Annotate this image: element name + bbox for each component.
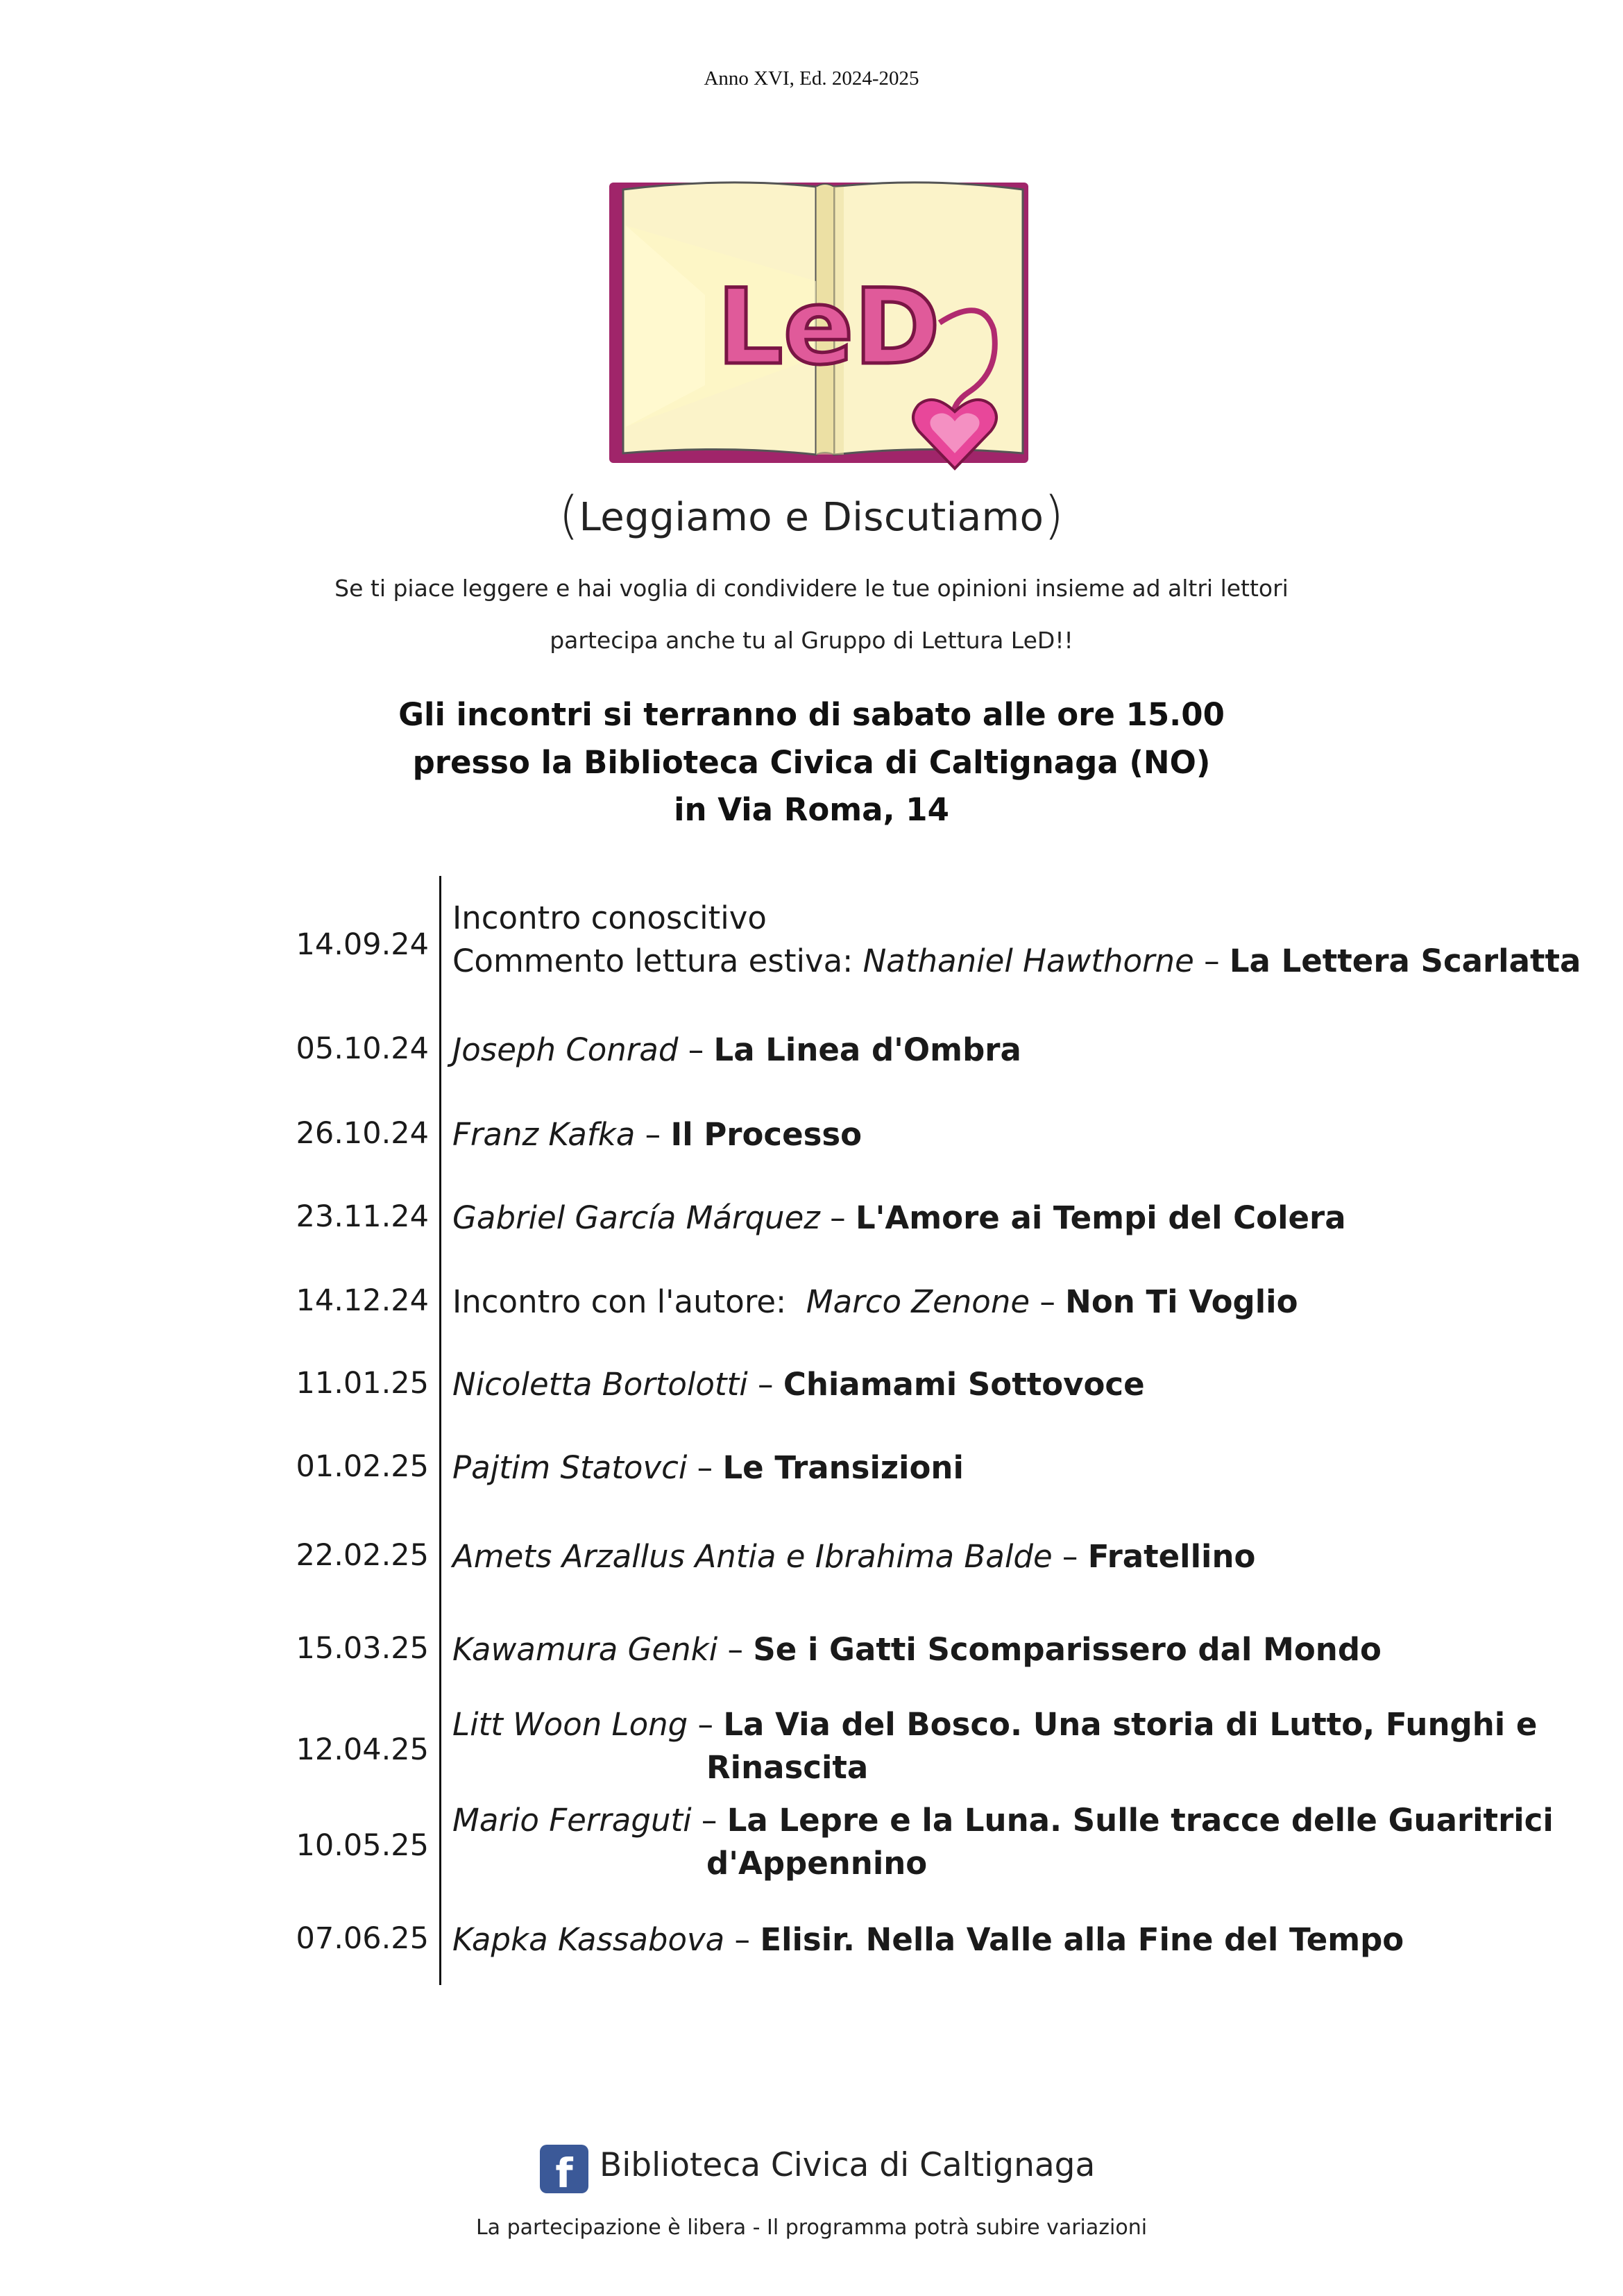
- schedule-date: 14.12.24: [296, 1283, 429, 1318]
- schedule-entry: [452, 1283, 1298, 1320]
- schedule-title-continued: Rinascita: [706, 1749, 869, 1786]
- facebook-page-link[interactable]: Biblioteca Civica di Caltignaga: [600, 2146, 1096, 2184]
- schedule-separator: –: [1030, 1283, 1066, 1320]
- schedule-title: La Lettera Scarlatta: [1229, 943, 1581, 979]
- edition-line: Anno XVI, Ed. 2024-2025: [704, 67, 919, 90]
- schedule-author: Nathaniel Hawthorne: [863, 943, 1194, 979]
- schedule-title: La Via del Bosco. Una storia di Lutto, Funghi e: [723, 1706, 1538, 1743]
- schedule-title: La Lepre e la Luna. Sulle tracce delle Guaritrici: [726, 1802, 1554, 1839]
- facebook-icon[interactable]: [540, 2145, 588, 2197]
- schedule-entry: [452, 1802, 1554, 1839]
- schedule-author: Nicoletta Bortolotti: [452, 1366, 748, 1403]
- schedule-title: Chiamami Sottovoce: [783, 1366, 1145, 1403]
- schedule-date: 22.02.25: [296, 1538, 429, 1573]
- schedule-author: Gabriel García Márquez: [452, 1199, 820, 1236]
- schedule-separator: –: [678, 1031, 714, 1068]
- schedule-date: 05.10.24: [296, 1031, 429, 1066]
- schedule-entry: [452, 1631, 1382, 1668]
- schedule-date: 14.09.24: [296, 927, 429, 962]
- schedule-separator: –: [724, 1921, 760, 1958]
- schedule-prefix: Incontro con l'autore:: [452, 1283, 806, 1320]
- schedule-entry: [452, 1449, 964, 1486]
- schedule-date: 15.03.25: [296, 1631, 429, 1666]
- schedule-author: Franz Kafka: [452, 1116, 636, 1153]
- schedule-date: 23.11.24: [296, 1199, 429, 1234]
- schedule-separator: –: [747, 1366, 783, 1403]
- schedule-author: Kapka Kassabova: [452, 1921, 725, 1958]
- schedule-author: Pajtim Statovci: [452, 1449, 688, 1486]
- schedule-date: 26.10.24: [296, 1116, 429, 1151]
- schedule-author: Marco Zenone: [806, 1283, 1030, 1320]
- schedule-title: L'Amore ai Tempi del Colera: [855, 1199, 1346, 1236]
- schedule-separator: –: [717, 1631, 754, 1668]
- intro-line-1: Se ti piace leggere e hai voglia di condividere le tue opinioni insieme ad altri lettori: [334, 575, 1289, 602]
- schedule-entry: [452, 1199, 1346, 1236]
- meeting-line-3: in Via Roma, 14: [674, 791, 949, 828]
- schedule-entry: [452, 1031, 1021, 1068]
- schedule-title-continued: d'Appennino: [706, 1845, 928, 1882]
- schedule-date: 12.04.25: [296, 1732, 429, 1767]
- schedule-date: 07.06.25: [296, 1921, 429, 1956]
- schedule-title: Se i Gatti Scomparissero dal Mondo: [753, 1631, 1382, 1668]
- logo-letters: LeD: [717, 267, 940, 388]
- schedule-title: La Linea d'Ombra: [713, 1031, 1021, 1068]
- schedule-prefix: Commento lettura estiva:: [452, 943, 863, 979]
- facebook-glyph: f: [555, 2150, 573, 2197]
- schedule-separator: –: [635, 1116, 671, 1153]
- schedule-entry: [452, 1116, 862, 1153]
- subtitle-close-paren: ): [1044, 486, 1064, 546]
- schedule-author: Kawamura Genki: [452, 1631, 718, 1668]
- schedule-separator: –: [819, 1199, 856, 1236]
- subtitle-text: Leggiamo e Discutiamo: [579, 495, 1044, 540]
- schedule-separator: –: [1193, 943, 1230, 979]
- schedule-divider: [439, 876, 441, 1985]
- meeting-line-1: Gli incontri si terranno di sabato alle ore 15.00: [398, 696, 1225, 733]
- schedule-date: 10.05.25: [296, 1828, 429, 1863]
- footer-note: La partecipazione è libera - Il programma potrà subire variazioni: [475, 2215, 1148, 2240]
- schedule-note: Incontro conoscitivo: [452, 900, 767, 936]
- schedule-entry: [452, 1366, 1145, 1403]
- schedule-title: Elisir. Nella Valle alla Fine del Tempo: [760, 1921, 1404, 1958]
- schedule-title: Le Transizioni: [722, 1449, 964, 1486]
- subtitle: [0, 486, 1623, 546]
- schedule-separator: –: [1052, 1538, 1088, 1575]
- schedule-separator: –: [688, 1706, 724, 1743]
- schedule-title: Il Processo: [670, 1116, 863, 1153]
- schedule-entry: [452, 1706, 1537, 1743]
- schedule-title: Non Ti Voglio: [1065, 1283, 1298, 1320]
- schedule-author: Amets Arzallus Antia e Ibrahima Balde: [452, 1538, 1053, 1575]
- book-heart-logo: [608, 177, 1042, 474]
- schedule-author: Joseph Conrad: [452, 1031, 679, 1068]
- schedule-title: Fratellino: [1087, 1538, 1256, 1575]
- subtitle-open-paren: (: [559, 486, 579, 546]
- schedule-entry: [452, 1538, 1255, 1575]
- schedule-author: Litt Woon Long: [452, 1706, 688, 1743]
- schedule-author: Mario Ferraguti: [452, 1802, 692, 1839]
- schedule-date: 01.02.25: [296, 1449, 429, 1484]
- meeting-line-2: presso la Biblioteca Civica di Caltignaga (NO): [412, 744, 1211, 781]
- schedule-date: 11.01.25: [296, 1366, 429, 1401]
- intro-line-2: partecipa anche tu al Gruppo di Lettura LeD!!: [550, 627, 1073, 654]
- schedule-entry: [452, 943, 1581, 979]
- schedule-entry: [452, 1921, 1404, 1958]
- schedule-separator: –: [687, 1449, 723, 1486]
- schedule-separator: –: [691, 1802, 727, 1839]
